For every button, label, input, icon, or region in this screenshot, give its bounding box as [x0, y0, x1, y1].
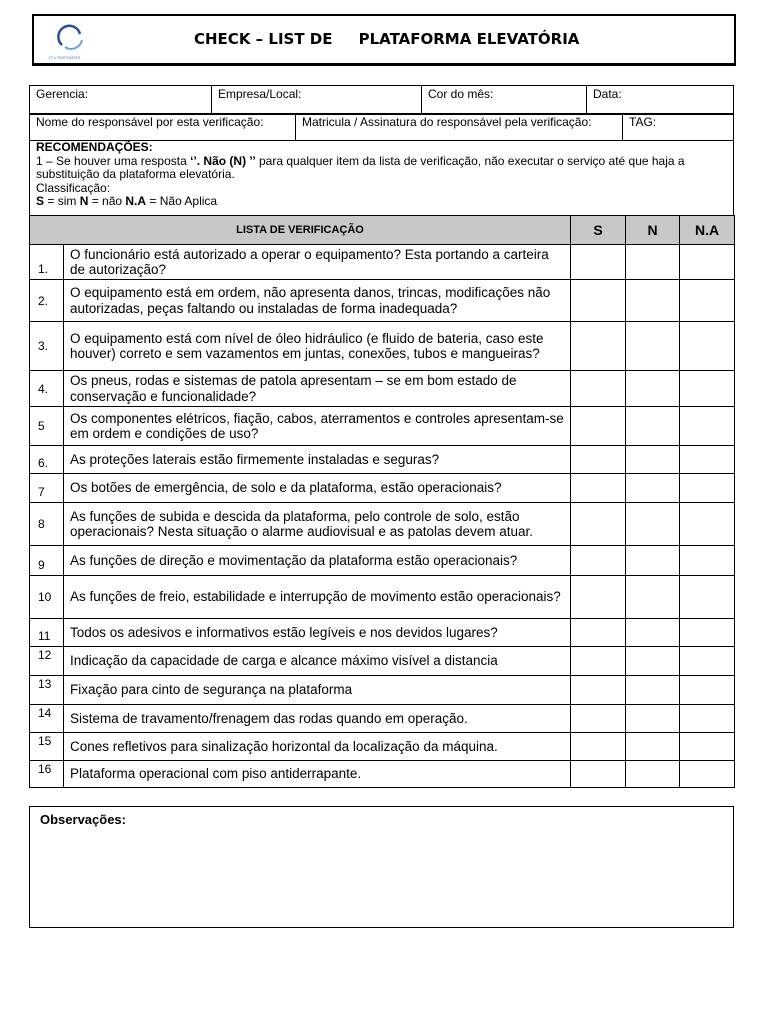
checkbox-n[interactable]	[626, 280, 680, 322]
company-logo	[38, 20, 100, 62]
checkbox-s[interactable]	[571, 546, 626, 576]
item-text: As proteções laterais estão firmemente instaladas e seguras?	[64, 446, 571, 474]
checkbox-n[interactable]	[626, 647, 680, 676]
item-text: As funções de subida e descida da plataforma, pelo controle de solo, estão operacionais? Nesta situação o alarme audiovisual e as patolas devem atuar.	[64, 503, 571, 546]
checkbox-n[interactable]	[626, 322, 680, 371]
item-number: 1.	[30, 245, 64, 280]
observations-box[interactable]	[29, 806, 734, 928]
item-text: Sistema de travamento/frenagem das rodas quando em operação.	[64, 705, 571, 733]
table-row	[30, 576, 735, 619]
checkbox-s[interactable]	[571, 676, 626, 705]
item-text: As funções de freio, estabilidade e interrupção de movimento estão operacionais?	[64, 576, 571, 619]
item-number: 11	[30, 619, 64, 647]
checkbox-n[interactable]	[626, 446, 680, 474]
checkbox-n[interactable]	[626, 546, 680, 576]
table-row	[30, 733, 735, 761]
checkbox-n[interactable]	[626, 245, 680, 280]
item-number: 10	[30, 576, 64, 619]
checkbox-na[interactable]	[680, 503, 735, 546]
item-text: O equipamento está em ordem, não apresenta danos, trincas, modificações não autorizadas, peças faltando ou instaladas de forma inadequada?	[64, 280, 571, 322]
checkbox-n[interactable]	[626, 503, 680, 546]
classification-label: Classificação:	[36, 180, 111, 195]
item-number: 8	[30, 503, 64, 546]
gerencia-field[interactable]: Gerencia:	[30, 86, 212, 115]
checkbox-na[interactable]	[680, 446, 735, 474]
checkbox-na[interactable]	[680, 371, 735, 407]
checkbox-na[interactable]	[680, 647, 735, 676]
checkbox-s[interactable]	[571, 619, 626, 647]
checkbox-n[interactable]	[626, 576, 680, 619]
table-row	[30, 676, 735, 705]
item-number: 4.	[30, 371, 64, 407]
table-row	[30, 245, 735, 280]
checkbox-n[interactable]	[626, 676, 680, 705]
checkbox-n[interactable]	[626, 619, 680, 647]
matricula-field[interactable]: Matricula / Assinatura do responsável pela verificação:	[296, 114, 623, 141]
item-text: Os botões de emergência, de solo e da plataforma, estão operacionais?	[64, 474, 571, 503]
checkbox-na[interactable]	[680, 245, 735, 280]
table-row	[30, 474, 735, 503]
header-box	[32, 14, 736, 66]
checkbox-na[interactable]	[680, 761, 735, 788]
responsavel-field[interactable]: Nome do responsável por esta verificação:	[30, 114, 296, 141]
item-text: Os pneus, rodas e sistemas de patola apresentam – se em bom estado de conservação e funcionalidade?	[64, 371, 571, 407]
logo-text: JT's PARTNERS	[48, 55, 81, 60]
checkbox-na[interactable]	[680, 546, 735, 576]
col-n-header: N	[626, 216, 680, 245]
checkbox-na[interactable]	[680, 322, 735, 371]
observations-label: Observações:	[40, 812, 126, 827]
item-number: 14	[30, 705, 64, 733]
item-number: 16	[30, 761, 64, 788]
item-text: O equipamento está com nível de óleo hidráulico (e fluido de bateria, caso este houver) correto e sem vazamentos em juntas, conexões, tubos e mangueiras?	[64, 322, 571, 371]
empresa-field[interactable]: Empresa/Local:	[212, 86, 422, 115]
checkbox-na[interactable]	[680, 619, 735, 647]
checkbox-na[interactable]	[680, 733, 735, 761]
item-text: O funcionário está autorizado a operar o equipamento? Esta portando a carteira de autorização?	[64, 245, 571, 280]
checkbox-s[interactable]	[571, 647, 626, 676]
table-row	[30, 647, 735, 676]
checkbox-s[interactable]	[571, 245, 626, 280]
table-row	[30, 446, 735, 474]
checkbox-na[interactable]	[680, 705, 735, 733]
item-number: 15	[30, 733, 64, 761]
info-table-2	[29, 113, 734, 141]
data-field[interactable]: Data:	[587, 86, 734, 115]
checkbox-n[interactable]	[626, 733, 680, 761]
classification-legend: S = sim N = não N.A = Não Aplica	[36, 194, 218, 209]
table-row	[30, 546, 735, 576]
item-number: 3.	[30, 322, 64, 371]
item-text: Plataforma operacional com piso antiderrapante.	[64, 761, 571, 788]
table-row	[30, 371, 735, 407]
item-number: 13	[30, 676, 64, 705]
table-row	[30, 407, 735, 446]
checkbox-na[interactable]	[680, 576, 735, 619]
checkbox-s[interactable]	[571, 371, 626, 407]
recommendation-1: 1 – Se houver uma resposta ‘’. Não (N) ’’ para qualquer item da lista de verificação, não executar o serviço até que haja a substituição da plataforma elevatória.	[36, 153, 685, 182]
info-table	[29, 85, 734, 115]
checkbox-na[interactable]	[680, 280, 735, 322]
col-na-header: N.A	[680, 216, 735, 245]
checkbox-s[interactable]	[571, 446, 626, 474]
item-text: Fixação para cinto de segurança na plataforma	[64, 676, 571, 705]
checkbox-s[interactable]	[571, 705, 626, 733]
recommendations	[29, 140, 734, 216]
checklist-header: LISTA DE VERIFICAÇÃO	[30, 216, 571, 245]
table-row	[30, 761, 735, 788]
table-row	[30, 322, 735, 371]
item-text: Cones refletivos para sinalização horizontal da localização da máquina.	[64, 733, 571, 761]
item-number: 5	[30, 407, 64, 446]
checkbox-n[interactable]	[626, 705, 680, 733]
page-title: CHECK – LIST DE PLATAFORMA ELEVATÓRIA	[194, 30, 580, 48]
item-number: 2.	[30, 280, 64, 322]
recommendations-heading: RECOMENDAÇÕES:	[36, 140, 153, 154]
cor-mes-field[interactable]: Cor do mês:	[422, 86, 587, 115]
checkbox-n[interactable]	[626, 371, 680, 407]
item-number: 7	[30, 474, 64, 503]
col-s-header: S	[571, 216, 626, 245]
item-number: 9	[30, 546, 64, 576]
item-text: Indicação da capacidade de carga e alcance máximo visível a distancia	[64, 647, 571, 676]
table-row	[30, 280, 735, 322]
table-row	[30, 619, 735, 647]
item-number: 6.	[30, 446, 64, 474]
item-text: As funções de direção e movimentação da plataforma estão operacionais?	[64, 546, 571, 576]
checkbox-na[interactable]	[680, 474, 735, 503]
checkbox-s[interactable]	[571, 322, 626, 371]
checkbox-na[interactable]	[680, 676, 735, 705]
checkbox-n[interactable]	[626, 407, 680, 446]
checklist-table	[29, 215, 735, 788]
item-text: Os componentes elétricos, fiação, cabos, aterramentos e controles apresentam-se em ordem e condições de uso?	[64, 407, 571, 446]
checkbox-s[interactable]	[571, 733, 626, 761]
checkbox-s[interactable]	[571, 407, 626, 446]
tag-field[interactable]: TAG:	[623, 114, 734, 141]
checkbox-n[interactable]	[626, 474, 680, 503]
checkbox-s[interactable]	[571, 576, 626, 619]
checkbox-n[interactable]	[626, 761, 680, 788]
table-row	[30, 705, 735, 733]
checkbox-s[interactable]	[571, 474, 626, 503]
checkbox-s[interactable]	[571, 761, 626, 788]
item-text: Todos os adesivos e informativos estão legíveis e nos devidos lugares?	[64, 619, 571, 647]
checkbox-s[interactable]	[571, 280, 626, 322]
table-row	[30, 503, 735, 546]
checkbox-s[interactable]	[571, 503, 626, 546]
item-number: 12	[30, 647, 64, 676]
checkbox-na[interactable]	[680, 407, 735, 446]
